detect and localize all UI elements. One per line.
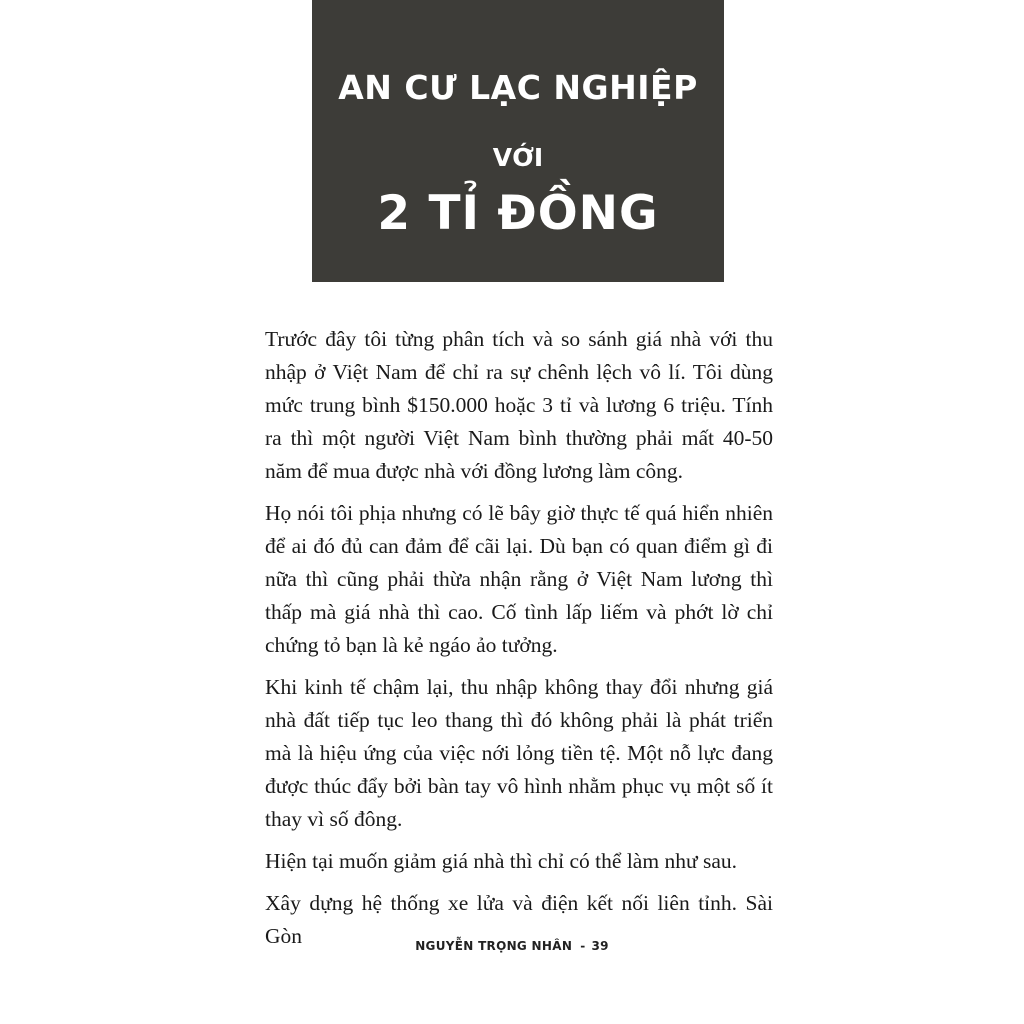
chapter-body — [265, 323, 773, 962]
chapter-title-line1: AN CƯ LẠC NGHIỆP — [338, 68, 698, 107]
chapter-title-line3: 2 TỈ ĐỒNG — [377, 186, 659, 241]
page-number: 39 — [591, 939, 609, 953]
page-footer — [0, 939, 1024, 953]
chapter-title-line2: VỚI — [492, 143, 544, 172]
footer-separator: - — [580, 939, 586, 953]
paragraph-5: Xây dựng hệ thống xe lửa và điện kết nối liên tỉnh. Sài Gòn — [265, 891, 773, 948]
footer-author: NGUYỄN TRỌNG NHÂN — [415, 939, 573, 953]
paragraph-4: Hiện tại muốn giảm giá nhà thì chỉ có thể làm như sau. — [265, 849, 738, 873]
chapter-title-box — [312, 0, 724, 282]
paragraph-2: Họ nói tôi phịa nhưng có lẽ bây giờ thực tế quá hiển nhiên để ai đó đủ can đảm để cãi lại. Dù bạn có quan điểm gì đi nữa thì cũng phải thừa nhận rằng ở Việt Nam lương thì thấp mà giá nhà thì cao. Cố tình lấp liếm và phớt lờ chỉ chứng tỏ bạn là kẻ ngáo ảo tưởng. — [265, 501, 773, 657]
paragraph-1: Trước đây tôi từng phân tích và so sánh giá nhà với thu nhập ở Việt Nam để chỉ ra sự chênh lệch vô lí. Tôi dùng mức trung bình $150.000 hoặc 3 tỉ và lương 6 triệu. Tính ra thì một người Việt Nam bình thường phải mất 40-50 năm để mua được nhà với đồng lương làm công. — [265, 327, 773, 483]
paragraph-3: Khi kinh tế chậm lại, thu nhập không thay đổi nhưng giá nhà đất tiếp tục leo thang thì đó không phải là phát triển mà là hiệu ứng của việc nới lỏng tiền tệ. Một nỗ lực đang được thúc đẩy bởi bàn tay vô hình nhằm phục vụ một số ít thay vì số đông. — [265, 675, 773, 831]
